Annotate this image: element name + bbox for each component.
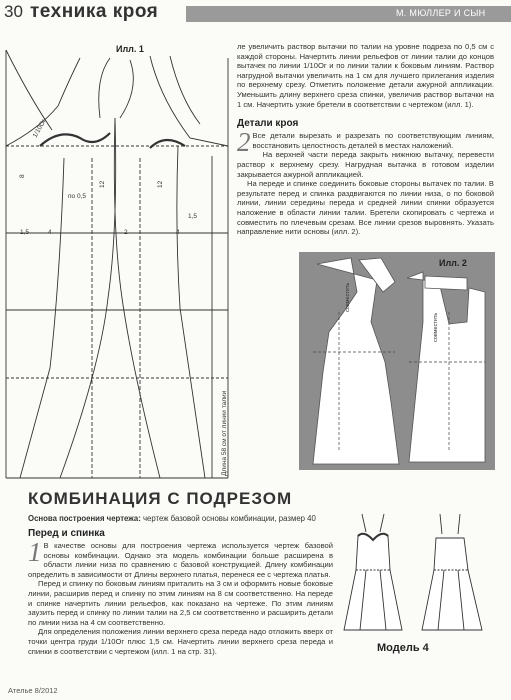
drop-cap: 2	[237, 127, 251, 158]
section-heading: Детали кроя	[237, 118, 299, 130]
section-title: техника кроя	[30, 1, 159, 22]
svg-text:4: 4	[176, 229, 180, 236]
paragraph: На верхней части переда закрыть нижнюю вытачку, перевести раствор к верхнему срезу. Нагрудная вытачка в готовом изделии закрывается ажурной аппликацией.	[237, 150, 494, 179]
paragraph: Все детали вырезать и разрезать по соответствующим линиям, восстановить целостность деталей в местах наложений.	[252, 131, 494, 150]
model-sketch	[342, 510, 506, 638]
ill2-label: Илл. 2	[439, 258, 467, 268]
paragraph: На переде и спинке соединить боковые стороны вытачек по талии. В результате перед и спинка раздвигаются по линии низа, о по боковой линии, линии середины переда и средней линии спинки образуется наложение в области линии талии. Бретели скопировать с чертежа и совместить по плечевым срезам. Все линии срезов выровнять. Указать направление нити основы (илл. 2).	[237, 179, 494, 237]
svg-text:4: 4	[48, 229, 52, 236]
svg-text:12: 12	[157, 180, 164, 188]
svg-text:по 0,5: по 0,5	[68, 193, 86, 200]
section-heading: Перед и спинка	[28, 528, 105, 539]
ill1-label: Илл. 1	[116, 44, 144, 54]
paragraph: Перед и спинку по боковым линиям приталить на 3 см и оформить новые боковые линии, расширив перед и спинку по этим линиям на 8 см соответственно. На переде и спинке начертить линии рельефов, как показано на чертеже. По этим линиям заузить перед и спинку по линии талии на 2,5 см соответственно и расширить детали по линии низа на 4 см соответственно.	[28, 579, 333, 627]
svg-text:12: 12	[99, 180, 106, 188]
svg-text:2: 2	[124, 229, 128, 236]
page-number: 30	[4, 2, 23, 21]
paragraph: Для определения положения линии верхнего среза переда надо отложить вверх от точки центра груди 1/10Ог плюс 1,5 см. Начертить линии верхнего среза переда и спинки в соответствии с чертежом (илл. 1 на стр. 31).	[28, 627, 333, 656]
drop-cap: 1	[28, 537, 42, 567]
ill2-label-joint-back: совместить	[433, 312, 439, 342]
ill2-label-joint: совместить	[345, 282, 351, 312]
model-label: Модель 4	[377, 642, 429, 654]
svg-text:1,5: 1,5	[20, 229, 30, 236]
brand-name: М. МЮЛЛЕР И СЫН	[396, 8, 486, 18]
right-column-text	[237, 42, 494, 237]
ill1-vertical-note: Длина 58 см от линии талии	[221, 390, 228, 476]
footer: Ателье 8/2012	[8, 686, 58, 695]
paragraph: В качестве основы для построения чертежа используется чертеж базовой основы комбинации. Однако эта модель комбинации больше расширена в области линии низа по сравнению с базовой конструкцией. Длину комбинации определить в зависимости от Длины верхнего платья, перенеся ее с чертежа платья.	[28, 541, 333, 579]
paragraph: ле увеличить раствор вытачки по талии на уровне подреза по 0,5 см с каждой стороны. Начертить линии рельефов от линии талии до концов вытачек по линии 1/10Ог и по линии талии к боковым линиям. Раствор нагрудной вытачки увеличить на 1 см для лучшего прилегания изделия по верхнему срезу. Отметить положение детали ажурной аппликации. Уменьшить длину верхнего среза спинки, увеличив раствор вытачки на 1 см. Начертить узкие бретели в соответствии с чертежом (илл. 1).	[237, 42, 494, 109]
construction-basis-text: чертеж базовой основы комбинации, размер 40	[140, 514, 316, 523]
bottom-column-text	[28, 528, 333, 656]
svg-text:1/10Ог: 1/10Ог	[31, 118, 48, 139]
construction-basis-label: Основа построения чертежа:	[28, 514, 141, 523]
model-title: КОМБИНАЦИЯ С ПОДРЕЗОМ	[28, 489, 293, 508]
svg-text:1,5: 1,5	[188, 213, 198, 220]
construction-basis	[28, 514, 316, 523]
pattern-drawing-ill1	[0, 38, 232, 483]
pattern-pieces-ill2	[299, 252, 495, 470]
svg-text:8: 8	[19, 174, 26, 178]
